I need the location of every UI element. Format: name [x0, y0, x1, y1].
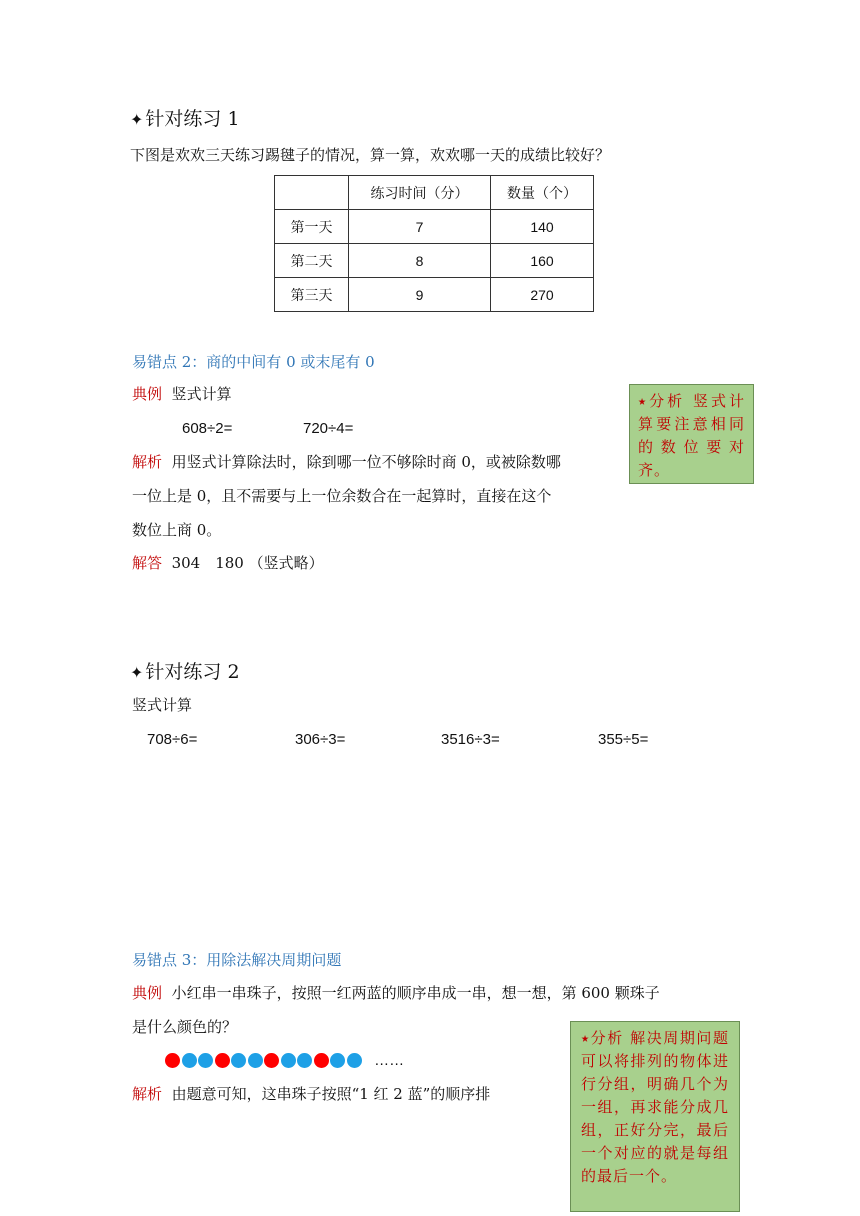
analysis-text: 由题意可知，这串珠子按照“1 红 2 蓝”的顺序排 — [171, 1085, 491, 1103]
section1-question: 下图是欢欢三天练习踢毽子的情况，算一算，欢欢哪一天的成绩比较好？ — [130, 146, 611, 164]
expression: 608÷2= — [182, 420, 233, 437]
red-bead — [165, 1053, 180, 1068]
blue-bead — [297, 1053, 312, 1068]
analysis-text: 用竖式计算除法时，除到哪一位不够除时商 0，或被除数哪 — [171, 453, 561, 471]
red-bead — [314, 1053, 329, 1068]
table-header-cell: 练习时间（分） — [349, 176, 491, 210]
point3-analysis — [132, 1077, 490, 1111]
section1-heading-text: 针对练习 1 — [145, 108, 240, 130]
analysis-note-box: ⭑分析 解决周期问题可以将排列的物体进行分组，明确几个为一组，再求能分成几组，正好分完，最后一个对应的就是每组的最后一个。 — [570, 1021, 740, 1212]
expression: 306÷3= — [295, 731, 346, 748]
answer-text: 304 180 （竖式略） — [171, 554, 324, 572]
expression: 3516÷3= — [441, 731, 500, 748]
blue-bead — [248, 1053, 263, 1068]
blue-bead — [330, 1053, 345, 1068]
point2-title: 易错点 2：商的中间有 0 或末尾有 0 — [132, 353, 375, 371]
blue-bead — [347, 1053, 362, 1068]
table-row — [275, 210, 594, 244]
bead-string — [165, 1050, 404, 1070]
point3-title: 易错点 3：用除法解决周期问题 — [132, 951, 342, 969]
table-cell: 9 — [349, 278, 491, 312]
analysis-label: 解析 — [132, 453, 163, 471]
example-text: 竖式计算 — [171, 385, 232, 403]
table-cell: 第二天 — [275, 244, 349, 278]
table-cell: 第三天 — [275, 278, 349, 312]
blue-bead — [182, 1053, 197, 1068]
table-cell: 第一天 — [275, 210, 349, 244]
table-header-row — [275, 176, 594, 210]
point3-example-line1 — [132, 976, 660, 1010]
point2-answer — [132, 546, 324, 580]
analysis-label: 解析 — [132, 1085, 163, 1103]
point2-analysis-line2: 一位上是 0，且不需要与上一位余数合在一起算时，直接在这个 — [132, 487, 552, 505]
table-row — [275, 244, 594, 278]
practice-table — [274, 175, 594, 312]
table-cell: 7 — [349, 210, 491, 244]
point3-example-line2: 是什么颜色的？ — [132, 1018, 238, 1036]
sparkle-icon: ✦ — [130, 663, 144, 682]
red-bead — [215, 1053, 230, 1068]
section2-instruction: 竖式计算 — [132, 696, 193, 714]
table-cell: 160 — [491, 244, 594, 278]
section2-heading-text: 针对练习 2 — [145, 661, 240, 683]
table-header-cell — [275, 176, 349, 210]
section1-heading — [130, 104, 240, 131]
point2-analysis-line1 — [132, 445, 561, 479]
blue-bead — [198, 1053, 213, 1068]
table-cell: 140 — [491, 210, 594, 244]
example-label: 典例 — [132, 385, 163, 403]
table-row — [275, 278, 594, 312]
analysis-note-box: ⭑分析 竖式计算要注意相同的数位要对齐。 — [629, 384, 754, 484]
expression: 708÷6= — [147, 731, 198, 748]
example-label: 典例 — [132, 984, 163, 1002]
ellipsis: …… — [374, 1052, 405, 1069]
blue-bead — [281, 1053, 296, 1068]
bead-row — [165, 1050, 363, 1069]
point2-example — [132, 377, 232, 411]
red-bead — [264, 1053, 279, 1068]
table-cell: 270 — [491, 278, 594, 312]
sparkle-icon: ✦ — [130, 110, 144, 129]
point2-analysis-line3: 数位上商 0。 — [132, 521, 222, 539]
expression: 355÷5= — [598, 731, 649, 748]
expression: 720÷4= — [303, 420, 354, 437]
answer-label: 解答 — [132, 554, 163, 572]
blue-bead — [231, 1053, 246, 1068]
table-header-cell: 数量（个） — [491, 176, 594, 210]
section2-heading — [130, 657, 240, 684]
example-text: 小红串一串珠子，按照一红两蓝的顺序串成一串，想一想，第 600 颗珠子 — [171, 984, 660, 1002]
table-cell: 8 — [349, 244, 491, 278]
